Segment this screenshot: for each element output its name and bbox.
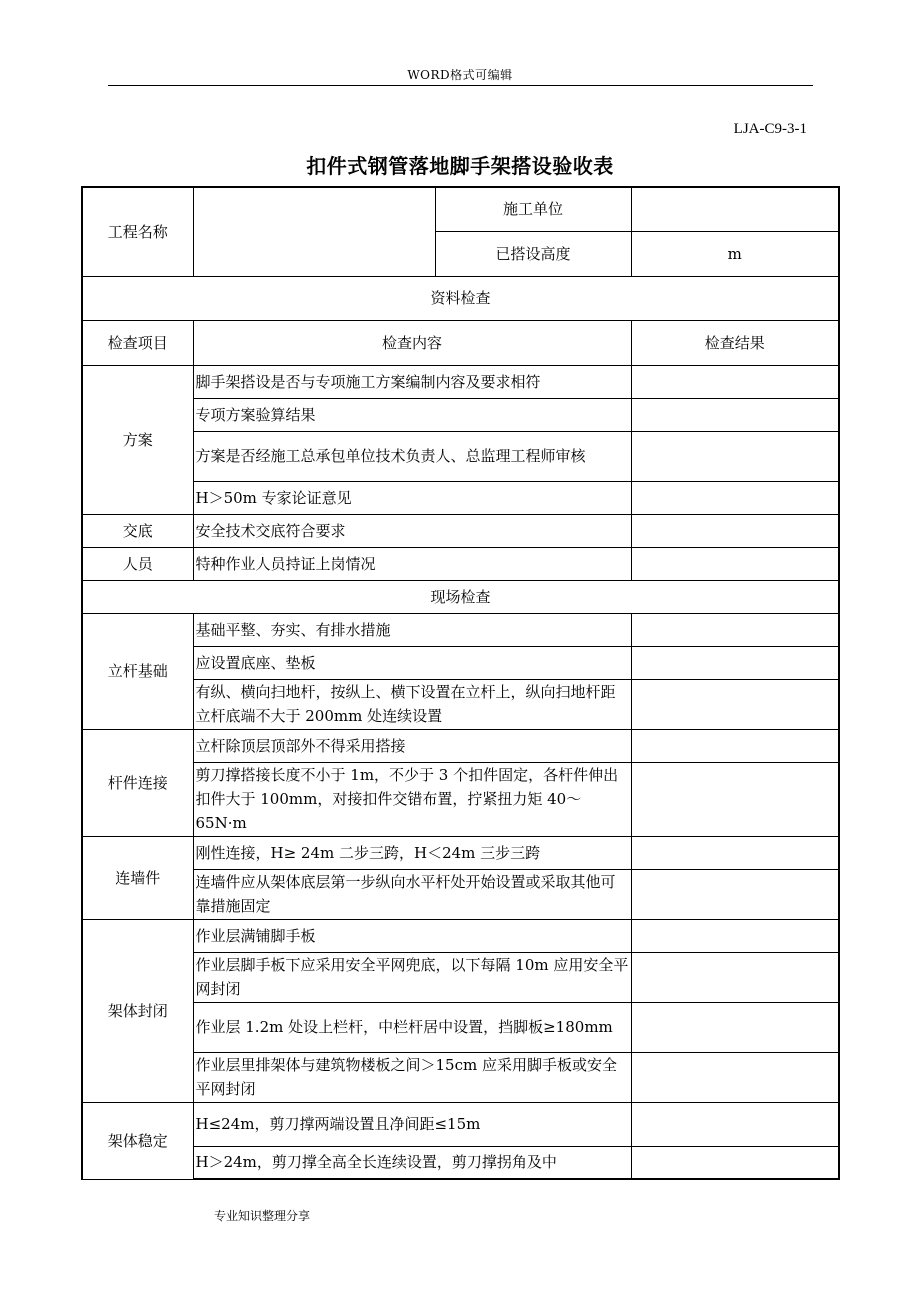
check-content: H＞24m，剪刀撑全高全长连续设置，剪刀撑拐角及中 [193,1146,631,1179]
page-footer-text: 专业知识整理分享 [214,1209,311,1223]
project-name-label: 工程名称 [82,187,193,276]
column-header-item: 检查项目 [82,320,193,365]
erected-height-unit[interactable]: m [631,231,839,276]
header-divider [108,85,813,86]
column-header-content: 检查内容 [193,320,631,365]
construction-unit-value[interactable] [631,187,839,231]
check-content: 安全技术交底符合要求 [193,514,631,547]
check-result-cell[interactable] [631,547,839,580]
group-label-wall-ties: 连墙件 [82,836,193,919]
check-content: 特种作业人员持证上岗情况 [193,547,631,580]
check-result-cell[interactable] [631,514,839,547]
section-document-check: 资料检查 [82,276,839,320]
check-result-cell[interactable] [631,398,839,431]
group-label-stability: 架体稳定 [82,1102,193,1179]
check-content: 专项方案验算结果 [193,398,631,431]
check-content: 方案是否经施工总承包单位技术负责人、总监理工程师审核 [193,431,631,481]
check-content: 脚手架搭设是否与专项施工方案编制内容及要求相符 [193,365,631,398]
check-result-cell[interactable] [631,481,839,514]
check-result-cell[interactable] [631,1002,839,1052]
check-content: 作业层 1.2m 处设上栏杆，中栏杆居中设置，挡脚板≥180mm [193,1002,631,1052]
check-result-cell[interactable] [631,919,839,952]
check-result-cell[interactable] [631,431,839,481]
check-result-cell[interactable] [631,729,839,762]
check-result-cell[interactable] [631,836,839,869]
acceptance-form-table [81,186,840,1180]
check-result-cell[interactable] [631,646,839,679]
section-site-check: 现场检查 [82,580,839,613]
check-content: 刚性连接，H≥ 24m 二步三跨，H＜24m 三步三跨 [193,836,631,869]
check-content: 连墙件应从架体底层第一步纵向水平杆处开始设置或采取其他可靠措施固定 [193,869,631,919]
check-content: H＞50m 专家论证意见 [193,481,631,514]
group-label-enclosure: 架体封闭 [82,919,193,1102]
check-result-cell[interactable] [631,1146,839,1179]
check-content: 基础平整、夯实、有排水措施 [193,613,631,646]
check-content: 作业层满铺脚手板 [193,919,631,952]
check-result-cell[interactable] [631,1102,839,1146]
check-result-cell[interactable] [631,762,839,836]
group-label-connection: 杆件连接 [82,729,193,836]
check-content: 立杆除顶层顶部外不得采用搭接 [193,729,631,762]
group-label-personnel: 人员 [82,547,193,580]
check-content: 应设置底座、垫板 [193,646,631,679]
group-label-foundation: 立杆基础 [82,613,193,729]
project-name-value[interactable] [193,187,435,276]
check-content: 作业层里排架体与建筑物楼板之间＞15cm 应采用脚手板或安全平网封闭 [193,1052,631,1102]
check-result-cell[interactable] [631,679,839,729]
check-result-cell[interactable] [631,365,839,398]
check-content: 剪刀撑搭接长度不小于 1m，不少于 3 个扣件固定，各杆件伸出扣件大于 100mm，对接扣件交错布置，拧紧扭力矩 40～65N·m [193,762,631,836]
group-label-briefing: 交底 [82,514,193,547]
check-result-cell[interactable] [631,613,839,646]
page-header-text: WORD格式可编辑 [407,68,513,82]
construction-unit-label: 施工单位 [435,187,631,231]
check-content: 有纵、横向扫地杆，按纵上、横下设置在立杆上，纵向扫地杆距立杆底端不大于 200mm 处连续设置 [193,679,631,729]
check-result-cell[interactable] [631,869,839,919]
check-result-cell[interactable] [631,1052,839,1102]
document-code: LJA-C9-3-1 [733,121,807,137]
column-header-result: 检查结果 [631,320,839,365]
check-content: 作业层脚手板下应采用安全平网兜底，以下每隔 10m 应用安全平网封闭 [193,952,631,1002]
check-result-cell[interactable] [631,952,839,1002]
group-label-plan: 方案 [82,365,193,514]
erected-height-label: 已搭设高度 [435,231,631,276]
form-title: 扣件式钢管落地脚手架搭设验收表 [306,154,614,178]
check-content: H≤24m，剪刀撑两端设置且净间距≤15m [193,1102,631,1146]
